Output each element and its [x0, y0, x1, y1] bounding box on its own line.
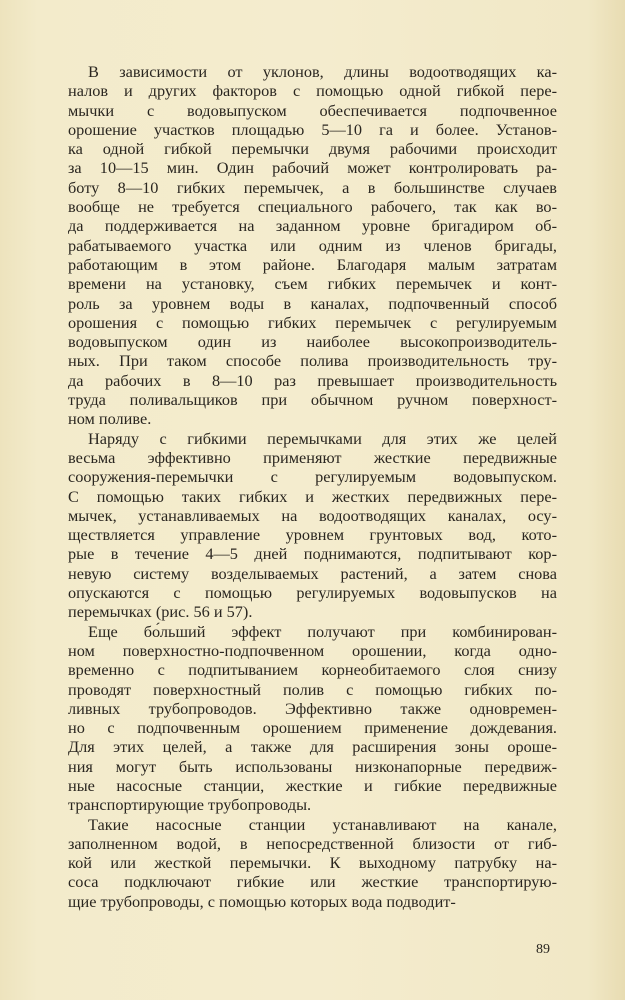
text-line: за 10—15 мин. Один рабочий может контролировать ра-: [68, 158, 557, 178]
text-line: мычки с водовыпуском обеспечивается подпочвенное: [68, 100, 557, 120]
text-line: но с подпочвенным орошением применение дождевания.: [68, 718, 557, 738]
text-line: да рабочих в 8—10 раз превышает производительность: [68, 370, 557, 390]
paragraph: [68, 815, 557, 911]
text-line: невую систему возделываемых растений, а затем снова: [68, 563, 557, 583]
text-line: ном поливе.: [68, 409, 152, 429]
text-line: транспортирующие трубопроводы.: [68, 795, 312, 815]
text-line: перемычках (рис. 56 и 57).: [68, 602, 253, 622]
paragraph: [68, 622, 557, 815]
text-line: да поддерживается на заданном уровне бригадиром об-: [68, 216, 557, 236]
text-line: ществляется управление уровнем грунтовых вод, кото-: [68, 525, 557, 545]
text-line: проводят поверхностный полив с помощью гибких по-: [68, 679, 557, 699]
text-line: ном поверхностно-подпочвенном орошении, когда одно-: [68, 640, 557, 660]
text-line: ных. При таком способе полива производительность тру-: [68, 351, 557, 371]
text-line: Наряду с гибкими перемычками для этих же целей: [88, 428, 557, 448]
text-line: Для этих целей, а также для расширения зоны ороше-: [68, 737, 557, 757]
text-line: С помощью таких гибких и жестких передвижных пере-: [68, 486, 557, 506]
text-line: работающим в этом районе. Благодаря малым затратам: [68, 254, 557, 274]
text-line: роль за уровнем воды в каналах, подпочвенный способ: [68, 293, 557, 313]
text-line: налов и других факторов с помощью одной гибкой пере-: [68, 81, 557, 101]
text-line: ния могут быть использованы низконапорные передвиж-: [68, 756, 557, 776]
paragraph: [68, 429, 557, 622]
text-line: труда поливальщиков при обычном ручном поверхност-: [68, 390, 557, 410]
text-line: орошения с помощью гибких перемычек с регулируемым: [68, 312, 557, 332]
page-number: 89: [536, 942, 550, 957]
text-line: сооружения-перемычки с регулируемым водовыпуском.: [68, 467, 557, 487]
text-line: весьма эффективно применяют жесткие передвижные: [68, 447, 557, 467]
text-line: ка одной гибкой перемычки двумя рабочими происходит: [68, 139, 557, 159]
text-line: ливных трубопроводов. Эффективно также одновремен-: [68, 698, 557, 718]
text-line: соса подключают гибкие или жесткие транспортирую-: [68, 872, 557, 892]
text-line: водовыпуском один из наиболее высокопроизводитель-: [68, 332, 557, 352]
text-line: Такие насосные станции устанавливают на канале,: [88, 814, 557, 834]
text-line: щие трубопроводы, с помощью которых вода подводит-: [68, 891, 456, 911]
text-line: времени на установку, съем гибких перемычек и конт-: [68, 274, 557, 294]
body-text: [68, 62, 557, 911]
text-line: опускаются с помощью регулируемых водовыпусков на: [68, 583, 557, 603]
text-line: кой или жесткой перемычки. К выходному патрубку на-: [68, 853, 557, 873]
text-line: вообще не требуется специального рабочего, так как во-: [68, 197, 557, 217]
text-line: рабатываемого участка или одним из членов бригады,: [68, 235, 557, 255]
text-line: боту 8—10 гибких перемычек, а в большинстве случаев: [68, 177, 557, 197]
text-line: временно с подпитыванием корнеобитаемого слоя снизу: [68, 660, 557, 680]
text-line: заполненном водой, в непосредственной близости от гиб-: [68, 833, 557, 853]
text-line: мычек, устанавливаемых на водоотводящих каналах, осу-: [68, 505, 557, 525]
text-line: рые в течение 4—5 дней поднимаются, подпитывают кор-: [68, 544, 557, 564]
text-line: Еще бо́льший эффект получают при комбинирован-: [88, 621, 557, 641]
paragraph: [68, 62, 557, 429]
text-line: ные насосные станции, жесткие и гибкие передвижные: [68, 775, 557, 795]
text-line: В зависимости от уклонов, длины водоотводящих ка-: [88, 62, 557, 81]
text-line: орошение участков площадью 5—10 га и более. Установ-: [68, 119, 557, 139]
